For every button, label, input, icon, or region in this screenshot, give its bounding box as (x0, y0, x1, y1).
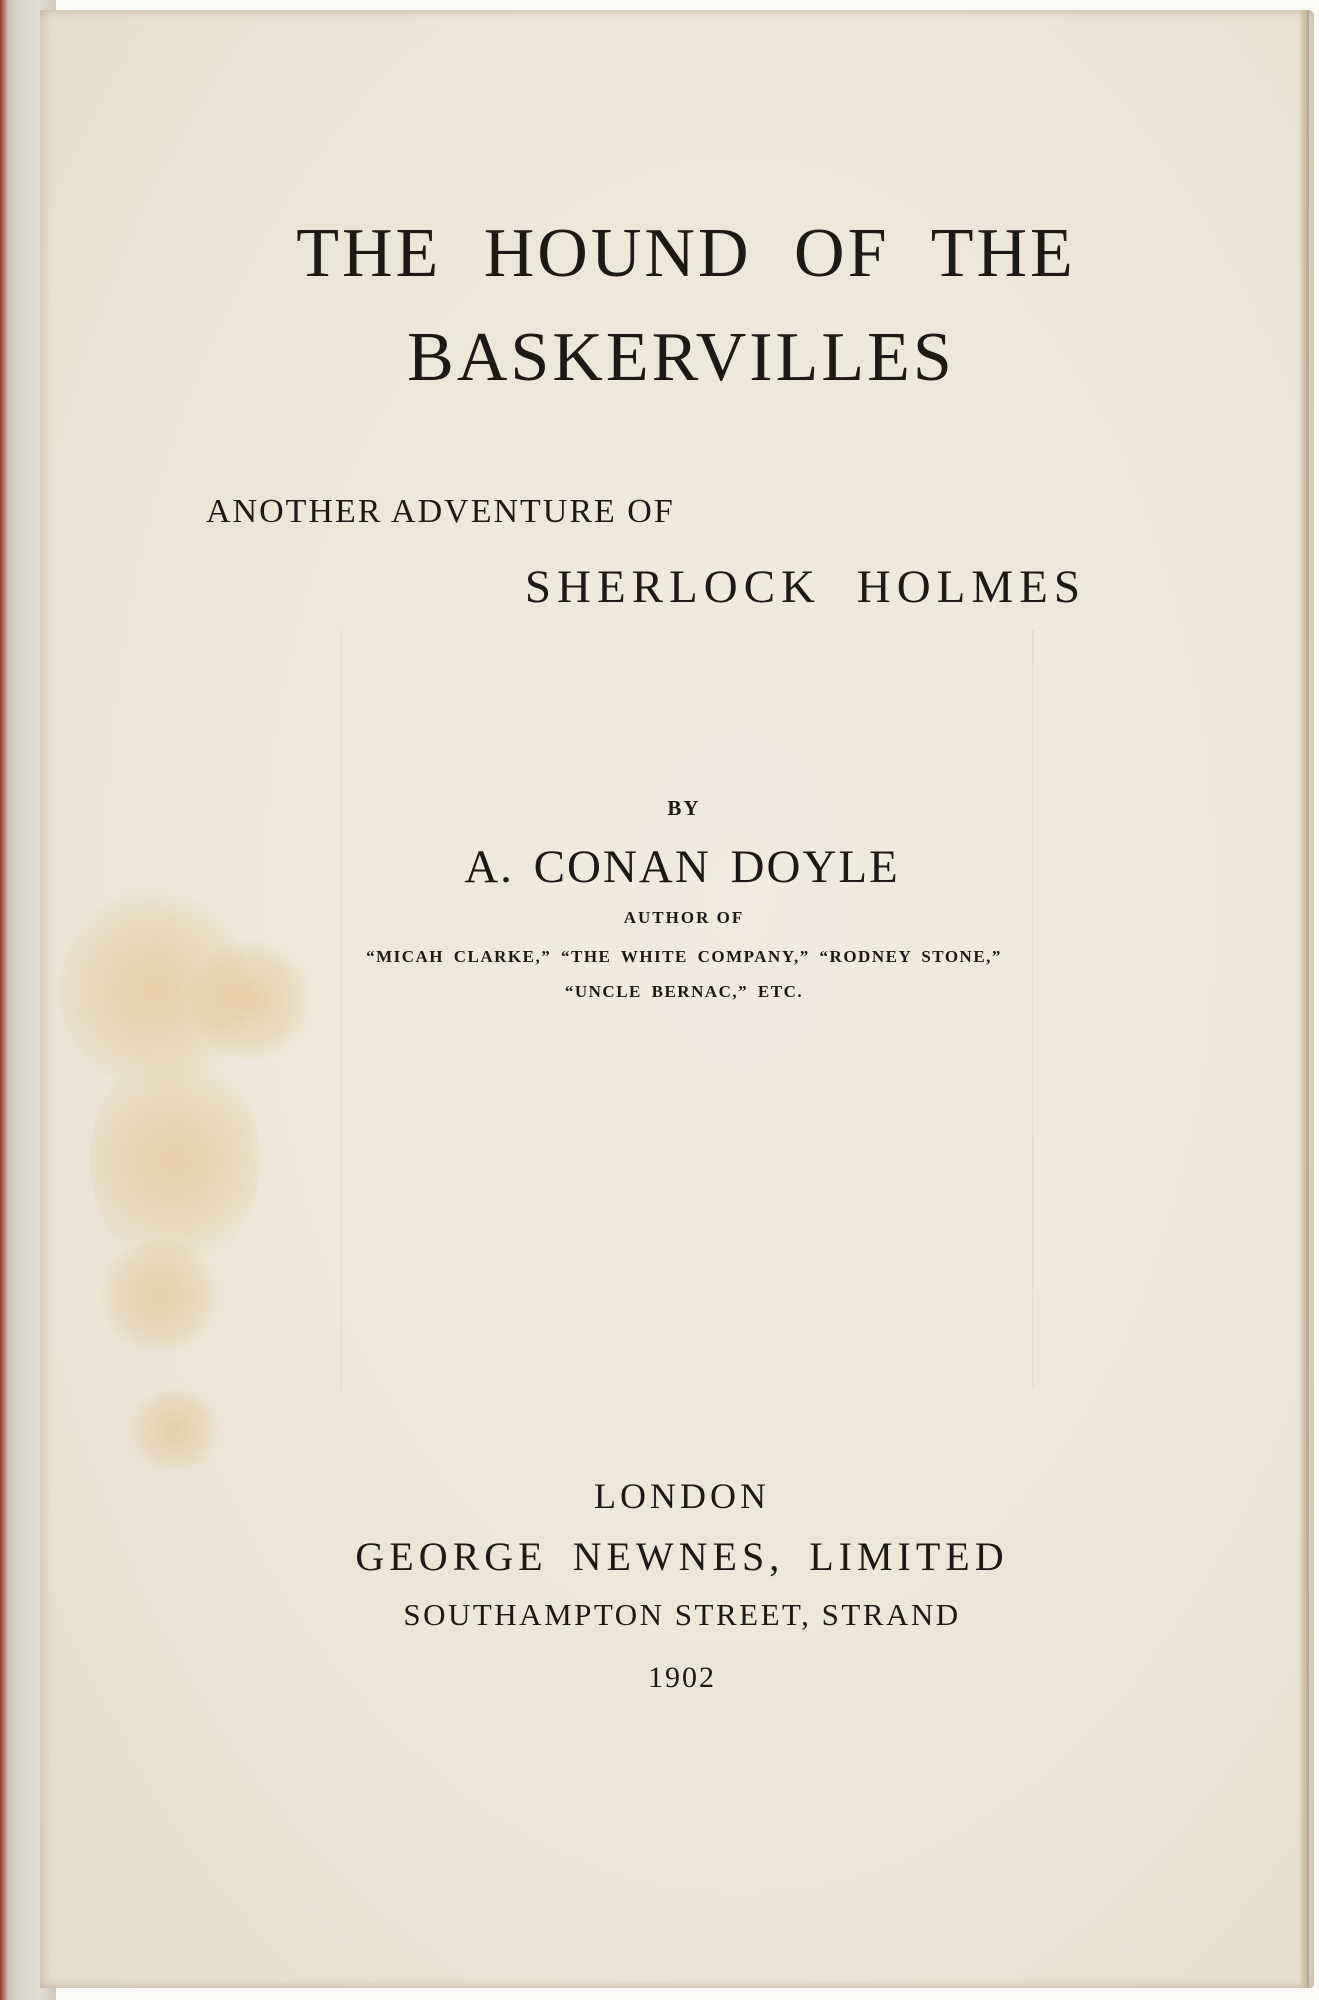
imprint-city: LONDON (594, 1476, 770, 1516)
imprint-publisher: GEORGE NEWNES, LIMITED (355, 1534, 1009, 1579)
imprint-year: 1902 (648, 1661, 716, 1694)
imprint-address: SOUTHAMPTON STREET, STRAND (403, 1597, 961, 1632)
other-works-line-1: “MICAH CLARKE,” “THE WHITE COMPANY,” “RODNEY STONE,” (366, 947, 1002, 966)
other-works-line-2: “UNCLE BERNAC,” ETC. (564, 982, 804, 1001)
title-line-1: THE HOUND OF THE (296, 215, 1076, 292)
foxing-stain (100, 1240, 220, 1350)
show-through-shadow (340, 630, 1034, 1390)
title-line-2: BASKERVILLES (407, 319, 955, 396)
foxing-stain (90, 1050, 260, 1270)
author-of-label: AUTHOR OF (623, 908, 745, 927)
foxing-stain (130, 1390, 220, 1470)
binding-edge (0, 0, 8, 2000)
subtitle-line-1: ANOTHER ADVENTURE OF (206, 493, 675, 530)
author-name: A. CONAN DOYLE (464, 841, 900, 893)
byline-label: BY (667, 796, 701, 820)
subtitle-line-2: SHERLOCK HOLMES (524, 561, 1086, 613)
